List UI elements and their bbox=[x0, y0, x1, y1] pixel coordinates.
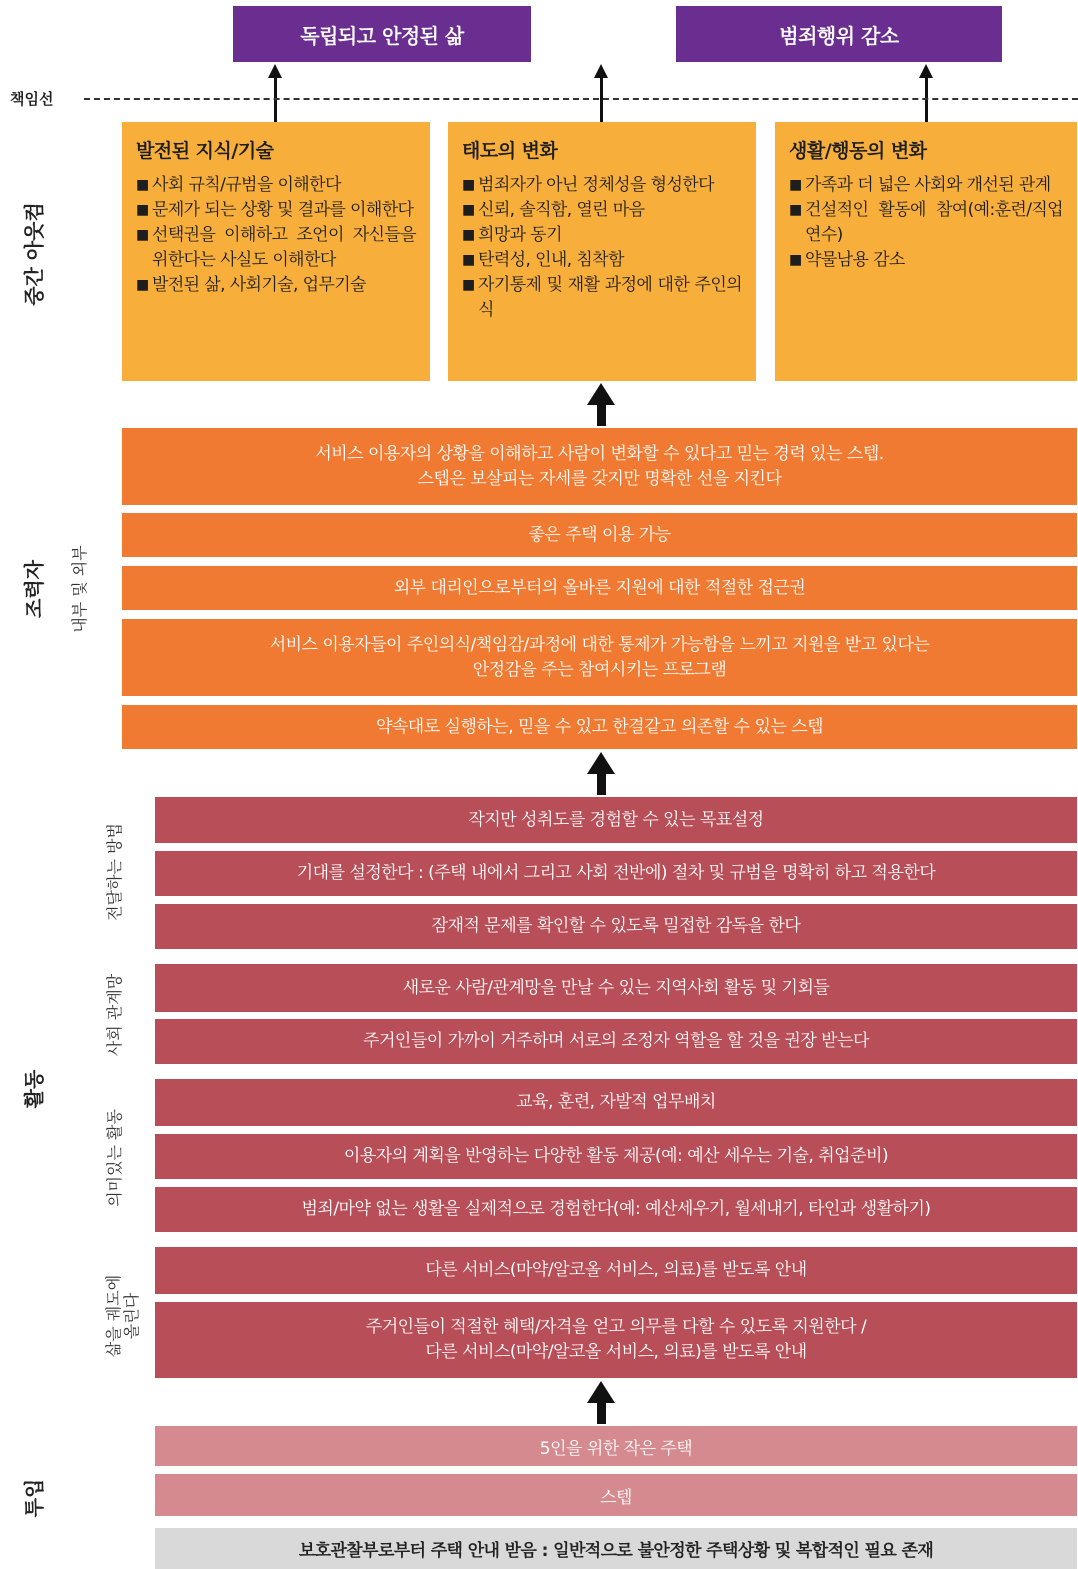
intermediate-box-attitude bbox=[448, 122, 756, 381]
activity-bar: 주거인들이 가까이 거주하며 서로의 조정자 역할을 할 것을 권장 받는다 bbox=[155, 1019, 1077, 1064]
list-item: ■ 사회 규칙/규범을 이해한다 bbox=[136, 173, 416, 198]
list-item: ■ 선택권을 이해하고 조언이 자신들을 위한다는 사실도 이해한다 bbox=[136, 223, 416, 273]
enabler-bar: 외부 대리인으로부터의 올바른 지원에 대한 적절한 접근권 bbox=[122, 566, 1077, 610]
arrow-up-icon bbox=[587, 383, 615, 405]
arrow-up-icon bbox=[587, 752, 615, 774]
section-label-inputs: 투입 bbox=[22, 1478, 46, 1518]
section-label-intermediate: 중간 아웃컴 bbox=[22, 202, 46, 306]
outcome-independent-life: 독립되고 안정된 삶 bbox=[233, 6, 531, 62]
activity-group-label: 삶을 궤도에 올린다 bbox=[104, 1274, 141, 1358]
outcome-reduced-offending: 범죄행위 감소 bbox=[676, 6, 1002, 62]
activity-group-label: 전달하는 방법 bbox=[105, 823, 124, 921]
activity-bar: 잠재적 문제를 확인할 수 있도록 밀접한 감독을 한다 bbox=[155, 904, 1077, 949]
list-item: ■ 약물남용 감소 bbox=[789, 248, 1063, 273]
arrow-shaft bbox=[597, 773, 606, 795]
input-bar: 스텝 bbox=[155, 1474, 1077, 1516]
responsibility-line-label: 책임선 bbox=[10, 90, 54, 108]
intermediate-box-behaviour bbox=[775, 122, 1077, 381]
activity-bar: 새로운 사람/관계망을 만날 수 있는 지역사회 활동 및 기회들 bbox=[155, 964, 1077, 1012]
enabler-bar: 약속대로 실행하는, 믿을 수 있고 한결같고 의존할 수 있는 스텝 bbox=[122, 705, 1077, 749]
list-item: ■ 희망과 동기 bbox=[462, 223, 742, 248]
referral-bar: 보호관찰부로부터 주택 안내 받음 : 일반적으로 불안정한 주택상황 및 복합적인 필요 존재 bbox=[155, 1528, 1077, 1569]
activity-bar: 주거인들이 적절한 혜택/자격을 얻고 의무를 다할 수 있도록 지원한다 / 다른 서비스(마약/알코올 서비스, 의료)를 받도록 안내 bbox=[155, 1302, 1077, 1378]
activity-bar: 이용자의 계획을 반영하는 다양한 활동 제공(예: 예산 세우는 기술, 취업준비) bbox=[155, 1134, 1077, 1179]
list-item: ■ 범죄자가 아닌 정체성을 형성한다 bbox=[462, 173, 742, 198]
intermediate-box-title: 태도의 변화 bbox=[462, 140, 558, 162]
activity-bar: 기대를 설정한다 : (주택 내에서 그리고 사회 전반에) 절차 및 규범을 명확히 하고 적용한다 bbox=[155, 851, 1077, 896]
responsibility-line bbox=[84, 98, 1078, 100]
activity-group-label: 사회 관계망 bbox=[105, 973, 124, 1057]
arrow-shaft bbox=[597, 404, 606, 426]
list-item: ■ 발전된 삶, 사회기술, 업무기술 bbox=[136, 273, 416, 298]
intermediate-box-title: 생활/행동의 변화 bbox=[789, 140, 927, 162]
enabler-bar: 좋은 주택 이용 가능 bbox=[122, 513, 1077, 557]
section-label-enablers: 조력자 bbox=[22, 560, 46, 618]
list-item: ■ 탄력성, 인내, 침착함 bbox=[462, 248, 742, 273]
intermediate-box-title: 발전된 지식/기술 bbox=[136, 140, 274, 162]
input-bar: 5인을 위한 작은 주택 bbox=[155, 1426, 1077, 1466]
section-sublabel-enablers: 내부 및 외부 bbox=[70, 545, 89, 633]
list-item: ■ 건설적인 활동에 참여(예:훈련/직업연수) bbox=[789, 198, 1063, 248]
section-label-activities: 활동 bbox=[22, 1069, 46, 1109]
activity-bar: 범죄/마약 없는 생활을 실제적으로 경험한다(예: 예산세우기, 월세내기, 타인과 생활하기) bbox=[155, 1187, 1077, 1232]
arrow-shaft bbox=[597, 1402, 606, 1424]
activity-bar: 작지만 성취도를 경험할 수 있는 목표설정 bbox=[155, 797, 1077, 843]
list-item: ■ 신뢰, 솔직함, 열린 마음 bbox=[462, 198, 742, 223]
list-item: ■ 자기통제 및 재활 과정에 대한 주인의식 bbox=[462, 273, 742, 323]
enabler-bar: 서비스 이용자의 상황을 이해하고 사람이 변화할 수 있다고 믿는 경력 있는 스텝. 스텝은 보살피는 자세를 갖지만 명확한 선을 지킨다 bbox=[122, 428, 1077, 505]
list-item: ■ 가족과 더 넓은 사회와 개선된 관계 bbox=[789, 173, 1063, 198]
arrow-up-icon bbox=[587, 1381, 615, 1403]
enabler-bar: 서비스 이용자들이 주인의식/책임감/과정에 대한 통제가 가능함을 느끼고 지원을 받고 있다는 안정감을 주는 참여시키는 프로그램 bbox=[122, 619, 1077, 696]
list-item: ■ 문제가 되는 상황 및 결과를 이해한다 bbox=[136, 198, 416, 223]
intermediate-box-knowledge bbox=[122, 122, 430, 381]
activity-group-label: 의미있는 활동 bbox=[105, 1109, 124, 1207]
activity-bar: 다른 서비스(마약/알코올 서비스, 의료)를 받도록 안내 bbox=[155, 1247, 1077, 1294]
activity-bar: 교육, 훈련, 자발적 업무배치 bbox=[155, 1079, 1077, 1126]
